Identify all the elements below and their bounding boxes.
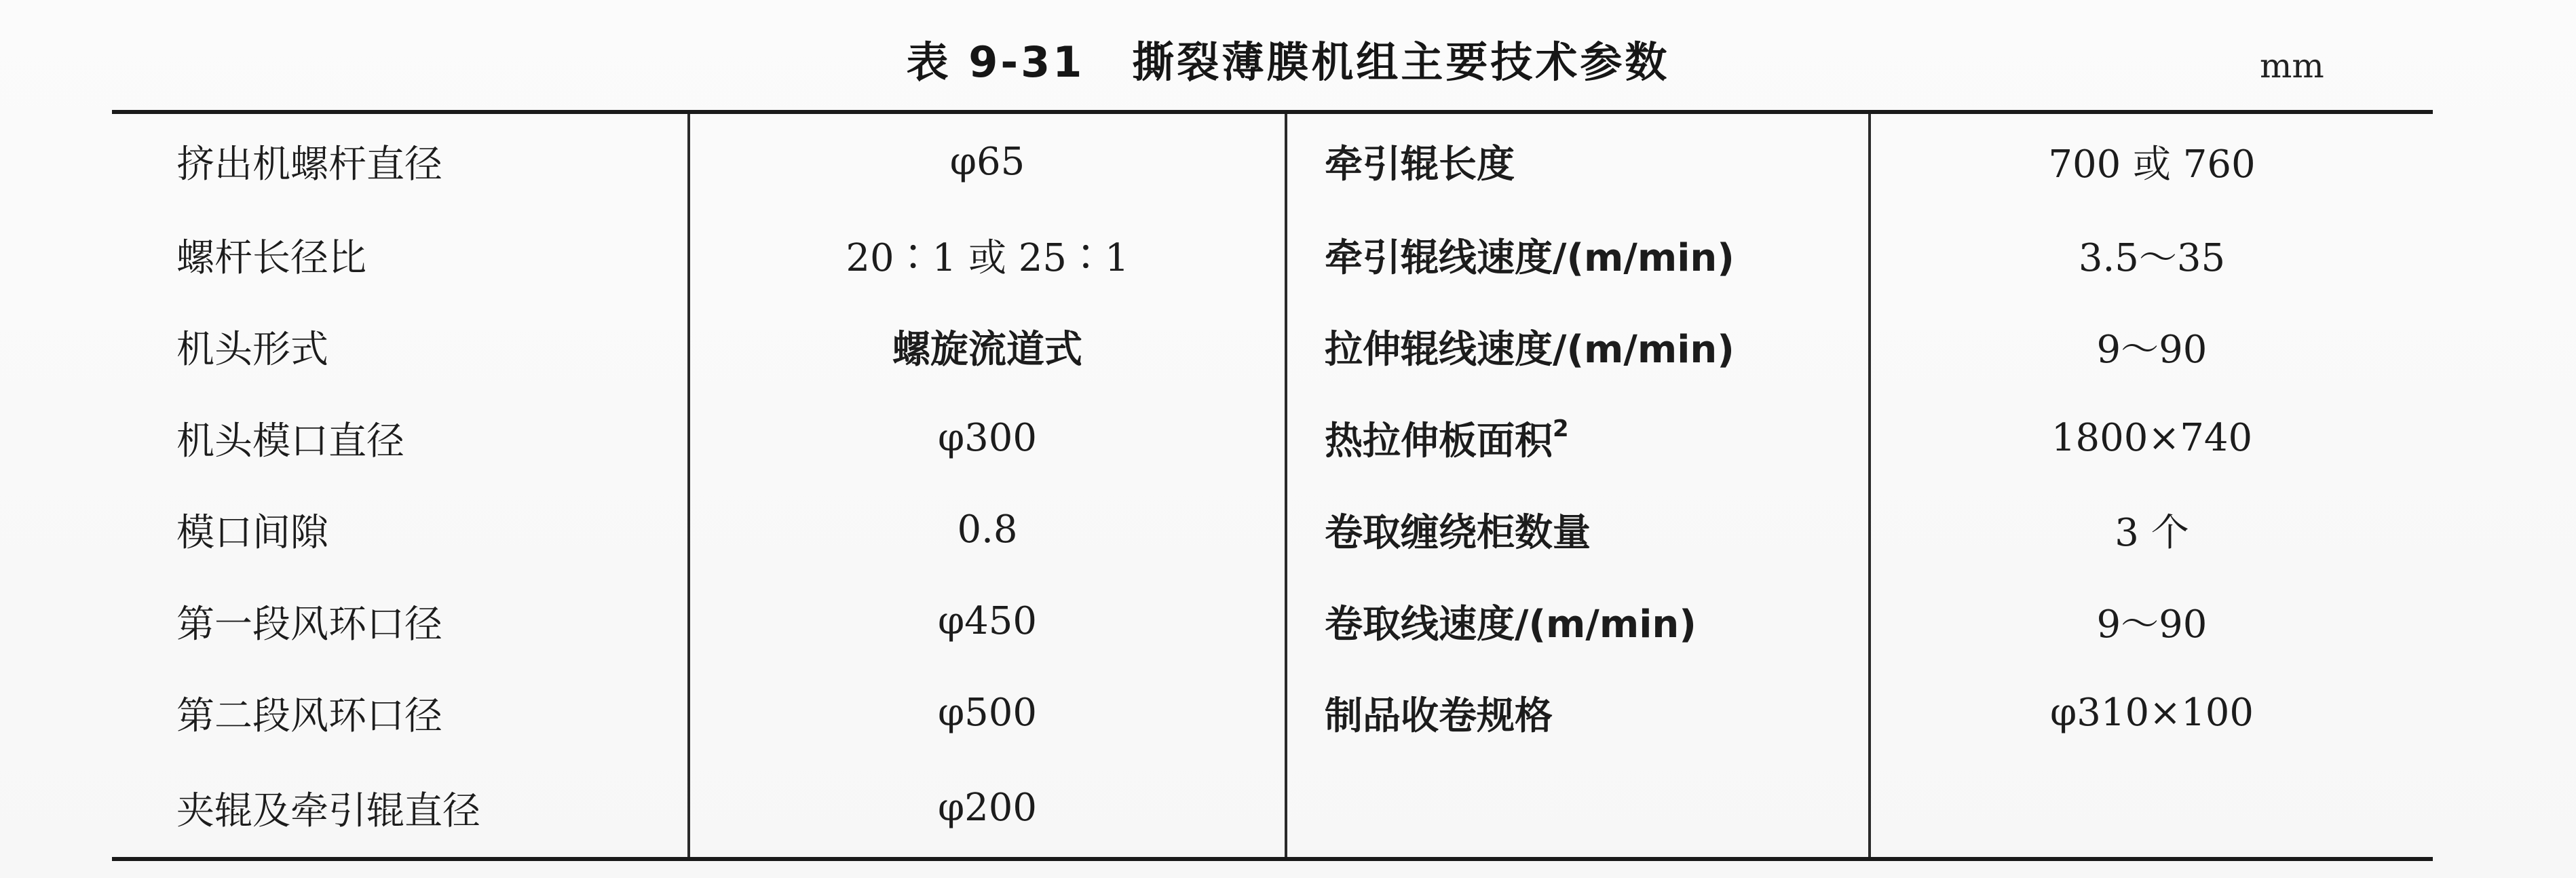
superscript-mark: 2: [1553, 415, 1569, 442]
table-row: [112, 575, 2433, 667]
param-name-right: 牵引辊线速度/(m/min): [1286, 209, 1870, 301]
param-value-right: 9～90: [2096, 602, 2208, 647]
table-row: [112, 759, 2433, 859]
param-value-right: 1800×740: [2051, 416, 2253, 460]
table-row: [112, 112, 2433, 209]
param-name-right: 卷取线速度/(m/min): [1286, 575, 1870, 667]
param-value-left: φ200: [689, 759, 1286, 859]
param-name-right: [1286, 759, 1870, 859]
param-name-left: 夹辊及牵引辊直径: [112, 759, 689, 859]
param-name-right: [1286, 392, 1870, 484]
unit-label: mm: [2260, 46, 2324, 85]
param-name-text: 热拉伸板面积: [1325, 419, 1553, 463]
table-title: 撕裂薄膜机组主要技术参数: [1132, 37, 1670, 87]
param-value-right: 3 个: [2115, 510, 2189, 555]
param-value-left: 螺旋流道式: [689, 301, 1286, 392]
param-name-left: 机头模口直径: [112, 392, 689, 484]
param-name-left: 模口间隙: [112, 484, 689, 575]
table-row: [112, 301, 2433, 392]
param-value-right: φ310×100: [2050, 691, 2254, 735]
param-value-left: φ450: [689, 575, 1286, 667]
table-row: [112, 392, 2433, 484]
param-value-left: 0.8: [689, 484, 1286, 575]
table-caption: [0, 28, 2576, 89]
param-name-left: 第一段风环口径: [112, 575, 689, 667]
param-name-right: 牵引辊长度: [1286, 112, 1870, 209]
param-value-right: 700 或 760: [2048, 142, 2256, 187]
table-row: [112, 667, 2433, 759]
param-value-left: 20∶1 或 25∶1: [689, 209, 1286, 301]
param-value-left: φ65: [689, 112, 1286, 209]
param-name-right: 制品收卷规格: [1286, 667, 1870, 759]
param-name-left: 第二段风环口径: [112, 667, 689, 759]
param-value-left: φ300: [689, 392, 1286, 484]
param-value-left: φ500: [689, 667, 1286, 759]
param-value-right: [1870, 759, 2433, 859]
table-row: [112, 209, 2433, 301]
param-name-left: 挤出机螺杆直径: [112, 112, 689, 209]
table-row: [112, 484, 2433, 575]
table-number: 表 9-31: [906, 37, 1085, 87]
param-name-right: 拉伸辊线速度/(m/min): [1286, 301, 1870, 392]
param-name-left: 螺杆长径比: [112, 209, 689, 301]
param-name-left: 机头形式: [112, 301, 689, 392]
parameters-table: [112, 110, 2433, 861]
param-name-right: 卷取缠绕柜数量: [1286, 484, 1870, 575]
param-value-right: 9～90: [2096, 327, 2208, 372]
param-value-right: 3.5～35: [2078, 235, 2226, 280]
